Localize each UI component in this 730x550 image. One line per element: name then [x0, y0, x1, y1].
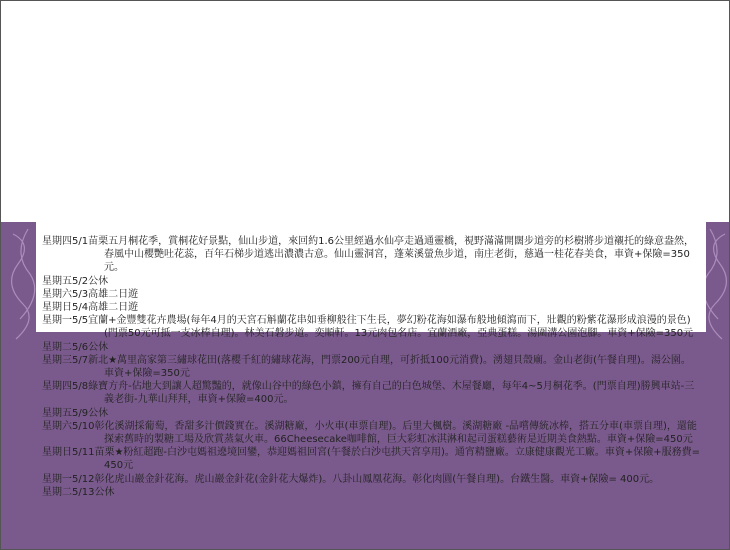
itinerary-date: 星期一5/12	[42, 473, 95, 485]
itinerary-text: 苗栗★粉紅超跑-白沙屯媽祖遶境回鑾，恭迎媽祖回宮(午餐於白沙屯拱天宮享用)。通宵精鹽廠。立康健康觀光工廠。車資+保險+服務費=	[94, 447, 700, 459]
itinerary-text: 車資+保險=350元	[104, 368, 190, 380]
itinerary-date: 星期五5/9	[42, 407, 89, 419]
itinerary-text: 義老街-九華山拜拜，車資+保險=400元。	[104, 394, 294, 406]
itinerary-text: 公休	[94, 486, 115, 498]
itinerary-date: 星期日5/11	[42, 447, 95, 459]
itinerary-date: 星期四5/1	[42, 236, 89, 247]
itinerary-date: 星期一5/5	[42, 315, 89, 327]
itinerary-text: 春風中山櫻艷吐花蕊，百年石梯步道逃出濃濃古意。仙山靈洞宮，蓬萊溪螢魚步道，南庄老街，慈過一桂花春美食，車資+保險=350元。	[104, 249, 690, 274]
itinerary-text: 公休	[88, 341, 109, 353]
itinerary-text: (門票50元可抵一支冰棒自理)。林美石磐步道。奕順軒。13元肉包名店。宜蘭酒廠，亞典蛋糕。湯圍溝公園泡腳。車資+保險=350元	[104, 328, 694, 340]
itinerary-text: 公休	[88, 407, 109, 419]
itinerary-text: 宜蘭+金豐雙花卉農場(每年4月的天宮石斛蘭花串如垂柳般往下生長，夢幻粉花海如瀑布般地傾瀉而下，壯觀的粉紫花瀑形成浪漫的景色)	[88, 315, 691, 327]
itinerary-text: 探索舊時的製糖工場及欣賞蒸氣火車。66Cheesecake咖啡館，巨大彩虹冰淇淋和起司蛋糕藝術是近期美食熱點。車資+保險=450元	[104, 434, 693, 446]
itinerary-date: 星期五5/2	[42, 275, 89, 287]
itinerary-date: 星期三5/7	[42, 354, 89, 366]
itinerary-date: 星期二5/13	[42, 486, 95, 498]
itinerary-date: 星期六5/3	[42, 288, 89, 300]
itinerary-date: 星期二5/6	[42, 341, 89, 353]
itinerary-text: 苗栗五月桐花季，賞桐花好景點，仙山步道，來回約1.6公里經過水仙亭走過通靈橋，視野滿滿開闊步道旁的杉樹將步道襯托的綠意盎然，	[88, 236, 694, 247]
itinerary-text: 新北★萬里高家第三繡球花田(落櫻千紅的繡球花海，門票200元自理，可折抵100元消費)。湧翅貝殼廟。金山老街(午餐自理)。湯公園。	[88, 354, 691, 366]
itinerary-text: 450元	[104, 460, 134, 472]
itinerary-date: 星期四5/8	[42, 381, 89, 393]
itinerary-text: 綠寶方舟-佔地大到讓人超驚豔的，就像山谷中的綠色小鎮，擁有自己的白色城堡、木屋餐廳，每年4~5月桐花季。(門票自理)勝興車站-三	[88, 381, 695, 393]
itinerary-text: 高雄二日遊	[88, 288, 139, 300]
itinerary-text: 高雄二日遊	[88, 302, 139, 314]
itinerary-date: 星期六5/10	[42, 420, 95, 432]
itinerary-date: 星期日5/4	[42, 302, 89, 314]
itinerary-text: 彰化虎山巖金針花海。虎山巖金針花(金針花大爆炸)。八卦山鳳凰花海。彰化肉圓(午餐自理)。台鐵生醫。車資+保險= 400元。	[94, 473, 660, 485]
itinerary-text: 彰化溪湖採葡萄，香甜多汁價錢實在。溪湖糖廠，小火車(車票自理)。后里大楓樹。溪湖糖廠 -品嚐傳統冰棒，搭五分車(車票自理)，還能	[94, 420, 697, 432]
itinerary-text: 公休	[88, 275, 109, 287]
